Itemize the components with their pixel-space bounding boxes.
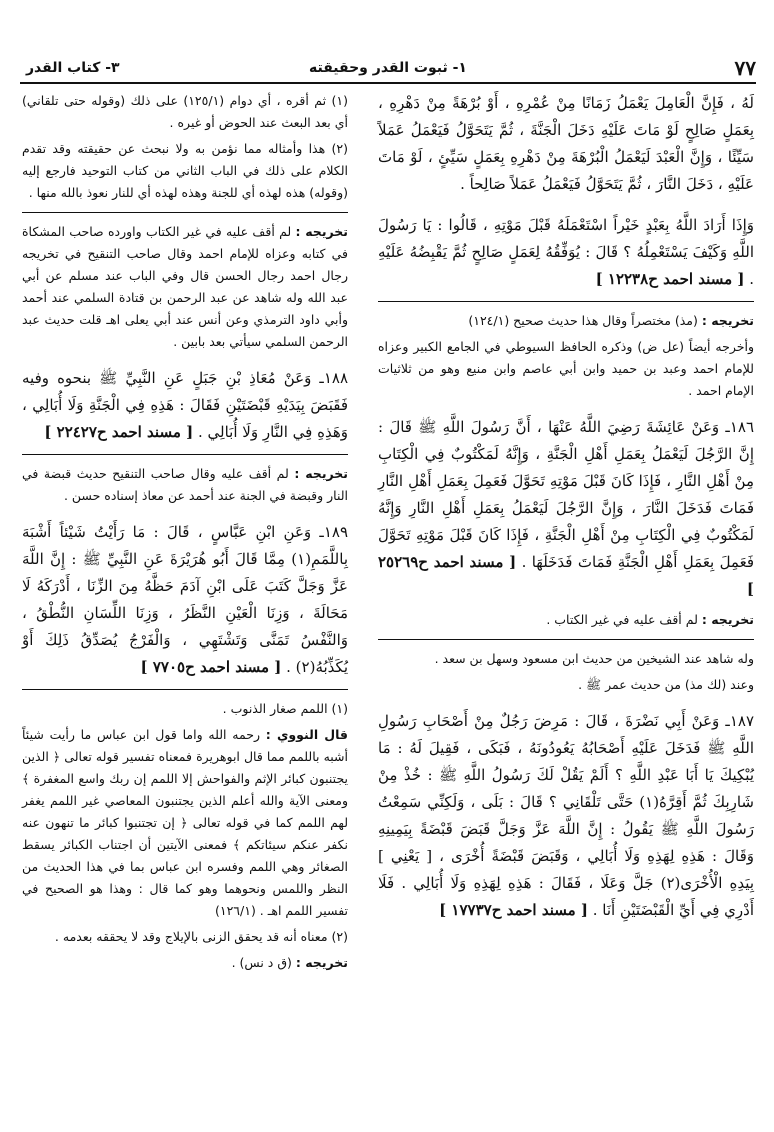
hadith-187-text: ١٨٧ـ وَعَنْ أَبِي نَضْرَةَ ، قَالَ : مَرِضَ رَجُلٌ مِنْ أَصْحَابِ رَسُولِ اللَّهِ ﷺ فَدَخَلَ عَلَيْهِ أَصْحَابُهُ يَعُودُونَهُ ، فَبَكَى ، فَقِيلَ لَهُ : مَا يُبْكِيكَ يَا أَبَا عَبْدِ اللَّهِ ؟ أَلَمْ يَقُلْ لَكَ رَسُولُ اللَّهِ ﷺ : خُذْ مِنْ شَارِبِكَ ثُمَّ أَقِرَّهُ(١) حَتَّى تَلْقَانِي ؟ قَالَ : بَلَى ، وَلَكِنِّي سَمِعْتُ رَسُولَ اللَّهِ ﷺ يَقُولُ : إِنَّ اللَّهَ عَزَّ وَجَلَّ قَبَضَ قَبْضَةً بِيَمِينِهِ وَقَالَ : هَذِهِ لِهَذِهِ وَلَا أُبَالِي ، وَقَبَضَ قَبْضَةً أُخْرَى ، [ يَعْنِي ] بِيَدِهِ الْأُخْرَى(٢) جَلَّ وَعَلَا ، فَقَالَ : هَذِهِ لِهَذِهِ وَلَا أُبَالِي . فَلَا أَدْرِي فِي أَيِّ الْقَبْضَتَيْنِ أَنَا . <box>378 712 755 919</box>
footnote-lamam: (١) اللمم صغار الذنوب . <box>222 701 348 716</box>
separator-line <box>378 639 754 640</box>
book-title: ٣- كتاب القدر <box>26 60 120 76</box>
separator-line <box>22 454 348 455</box>
hadith-189 <box>22 519 348 681</box>
takhrij-label: تخريجه : <box>295 224 348 239</box>
takhrij-label: تخريجه : <box>295 955 348 970</box>
hadith-185-ending <box>378 212 754 293</box>
takhrij-label: تخريجه : <box>701 612 754 627</box>
nawawi-label: قال النووي : <box>265 727 348 742</box>
separator-line <box>378 301 754 302</box>
takhrij-186-umar: وعند (لك مذ) من حديث عمر ﷺ . <box>578 677 754 692</box>
hadith-185-text: وَإِذَا أَرَادَ اللَّهُ بِعَبْدٍ خَيْراً اسْتَعْمَلَهُ قَبْلَ مَوْتِهِ ، قَالُوا : يَا رَسُولَ اللَّهِ وَكَيْفَ يَسْتَعْمِلُهُ ؟ قَالَ : يُوَفِّقُهُ لِعَمَلٍ صَالِحٍ ثُمَّ يَقْبِضُهُ عَلَيْهِ . <box>378 216 754 288</box>
separator-line <box>22 689 348 690</box>
hadith-189-source: [ مسند احمد ح٧٧٠٥ ] <box>140 658 282 676</box>
takhrij-185-extra: وأخرجه أيضاً (عل ض) وذكره الحافظ السيوطي في الجامع الكبير وعزاه للإمام احمد وعبد بن حميد وابن أبي عاصم وابن منيع وهو من ثلاثيات الإمام احمد . <box>378 339 754 398</box>
right-column <box>378 90 754 930</box>
takhrij-188 <box>22 463 348 507</box>
takhrij-label: تخريجه : <box>701 313 754 328</box>
footnote-2: (٢) هذا وأمثاله مما نؤمن به ولا نبحث عن حقيقته وقد تقدم الكلام على ذلك في الباب الثاني من كتاب التوحيد فارجع إليه (وقوله) هذه لهذه أي للجنة وهذه لهذه أي للنار نعوذ بالله منها . <box>22 141 348 200</box>
takhrij-text: لم أقف عليه في غير الكتاب . <box>546 612 698 627</box>
hadith-185-source: [ مسند احمد ح١٢٢٣٨ ] <box>595 270 745 288</box>
takhrij-186-witness: وله شاهد عند الشيخين من حديث ابن مسعود وسهل بن سعد . <box>434 651 754 666</box>
hadith-187-source: [ مسند احمد ح١٧٧٣٧ ] <box>439 901 588 919</box>
takhrij-text: لم أقف عليه وقال صاحب التنقيح حديث قبضة في النار وقبضة في الجنة عند أحمد عن معاذ إسناده حسن . <box>22 466 348 503</box>
hadith-186-source: [ مسند احمد ح٢٥٢٦٩ ] <box>378 553 754 598</box>
nawawi-commentary <box>22 724 348 922</box>
hadith-185-continuation: لَهُ ، فَإِنَّ الْعَامِلَ يَعْمَلُ زَمَانًا مِنْ عُمْرِهِ ، أَوْ بُرْهَةً مِنْ دَهْرِهِ ، بِعَمَلٍ صَالِحٍ لَوْ مَاتَ عَلَيْهِ دَخَلَ الْجَنَّةَ ، ثُمَّ يَتَحَوَّلُ فَيَعْمَلُ عَمَلاً سَيِّئًا ، وَإِنَّ الْعَبْدَ لَيَعْمَلُ الْبُرْهَةَ مِنْ دَهْرِهِ بِعَمَلٍ سَيِّئٍ ، لَوْ مَاتَ عَلَيْهِ ، دَخَلَ النَّارَ ، ثُمَّ يَتَحَوَّلُ فَيَعْمَلُ عَمَلاً صَالِحاً . <box>378 94 754 193</box>
nawawi-text: رحمه الله واما قول ابن عباس ما رأيت شيئاً أشبه باللمم مما قال ابوهريرة فمعناه تفسير قوله تعالى ﴿ الذين يجتنبون كبائر الإثم والفواحش إلا اللمم إن ربك واسع المغفرة ﴾ ومعنى الآية والله أعلم الذين يجتنبون المعاصي غير اللمم يغفر لهم اللمم كما في قوله تعالى ﴿ إن تجتنبوا كبائر ما تنهون عنه نكفر عنكم سيئاتكم ﴾ فمعنى الآيتين أن اجتناب الكبائر يسقط الصغائر وهي اللمم وفسره ابن عباس بما في هذا الحديث من النظر واللمس ونحوهما وهو كما قال : وهذا هو الصحيح في تفسير اللمم اهـ . (١٢٦/١) <box>22 727 348 918</box>
hadith-188-text: ١٨٨ـ وَعَنْ مُعَاذِ بْنِ جَبَلٍ عَنِ النَّبِيِّ ﷺ بنحوه وفيه فَقَبَضَ بِيَدَيْهِ قَبْضَتَيْنِ فَقَالَ : هَذِهِ فِي الْجَنَّةِ وَلَا أُبَالِي ، وَهَذِهِ فِي النَّارِ وَلَا أُبَالِي . <box>22 369 348 441</box>
footnote-1: (١) ثم أقره ، أي دوام (١٢٥/١) على ذلك (وقوله حتى تلقاني) أي بعد البعث عند الحوض أو غيره . <box>22 93 348 130</box>
separator-line <box>22 212 348 213</box>
footnote-zina: (٢) معناه أنه قد يحقق الزنى بالإيلاج وقد لا يحققه بعدمه . <box>54 929 348 944</box>
hadith-186-text: ١٨٦ـ وَعَنْ عَائِشَةَ رَضِيَ اللَّهُ عَنْهَا ، أَنَّ رَسُولَ اللَّهِ ﷺ قَالَ : إِنَّ الرَّجُلَ لَيَعْمَلُ بِعَمَلِ أَهْلِ الْجَنَّةِ ، وَإِنَّهُ لَمَكْتُوبٌ فِي الْكِتَابِ مِنْ أَهْلِ النَّارِ ، فَإِذَا كَانَ قَبْلَ مَوْتِهِ تَحَوَّلَ فَعَمِلَ بِعَمَلِ أَهْلِ النَّارِ فَمَاتَ فَدَخَلَ النَّارَ ، وَإِنَّ الرَّجُلَ لَيَعْمَلُ بِعَمَلِ أَهْلِ النَّارِ وَإِنَّهُ لَمَكْتُوبٌ فِي الْكِتَابِ مِنْ أَهْلِ الْجَنَّةِ ، فَإِذَا كَانَ قَبْلَ مَوْتِهِ تَحَوَّلَ فَعَمِلَ بِعَمَلِ أَهْلِ الْجَنَّةِ فَمَاتَ فَدَخَلَهَا . <box>378 418 755 571</box>
takhrij-187 <box>22 221 348 353</box>
takhrij-189 <box>22 952 348 974</box>
hadith-186 <box>378 414 754 603</box>
takhrij-text: (ق د نس) . <box>231 955 292 970</box>
left-column <box>22 90 348 978</box>
takhrij-label: تخريجه : <box>294 466 348 481</box>
page-header <box>20 56 756 84</box>
takhrij-185 <box>378 310 754 332</box>
hadith-189-text: ١٨٩ـ وَعَنِ ابْنِ عَبَّاسٍ ، قَالَ : مَا رَأَيْتُ شَيْئاً أَشْبَهَ بِاللَّمَمِ(١) مِمَّا قَالَ أَبُو هُرَيْرَةَ عَنِ النَّبِيِّ ﷺ : إِنَّ اللَّهَ عَزَّ وَجَلَّ كَتَبَ عَلَى ابْنِ آدَمَ حَظَّهُ مِنَ الزِّنَا ، أَدْرَكَهُ لَا مَحَالَةَ ، وَزِنَا الْعَيْنِ النَّظَرُ ، وَزِنَا اللِّسَانِ النُّطْقُ ، وَالنَّفْسُ تَمَنَّى وَتَشْتَهِي ، وَالْفَرْجُ يُصَدِّقُ ذَلِكَ أَوْ يُكَذِّبُهُ(٢) . <box>22 523 348 676</box>
takhrij-text: لم أقف عليه في غير الكتاب واورده صاحب المشكاة في كتابه وعزاه للإمام احمد وقال صاحب التنقيح في تخريجه رجال احمد رجال الحسن قال وفي الباب عند مسلم عن أبي عبد الله وله شاهد عن عبد الرحمن بن قتادة السلمي عند أحمد وأبي داود الترمذي وعن أنس عند أبي يعلى اهـ قلت حديث عبد الرحمن السلمي سيأتي بعد بابين . <box>22 224 348 349</box>
hadith-188 <box>22 365 348 446</box>
hadith-187 <box>378 708 754 924</box>
page-number: ٧٧ <box>734 56 756 80</box>
chapter-title: ١- ثبوت القدر وحقيقته <box>309 60 467 76</box>
takhrij-186 <box>378 609 754 631</box>
hadith-188-source: [ مسند احمد ح٢٢٤٢٧ ] <box>44 423 194 441</box>
takhrij-text: (مذ) مختصراً وقال هذا حديث صحيح (١٢٤/١) <box>468 313 698 328</box>
